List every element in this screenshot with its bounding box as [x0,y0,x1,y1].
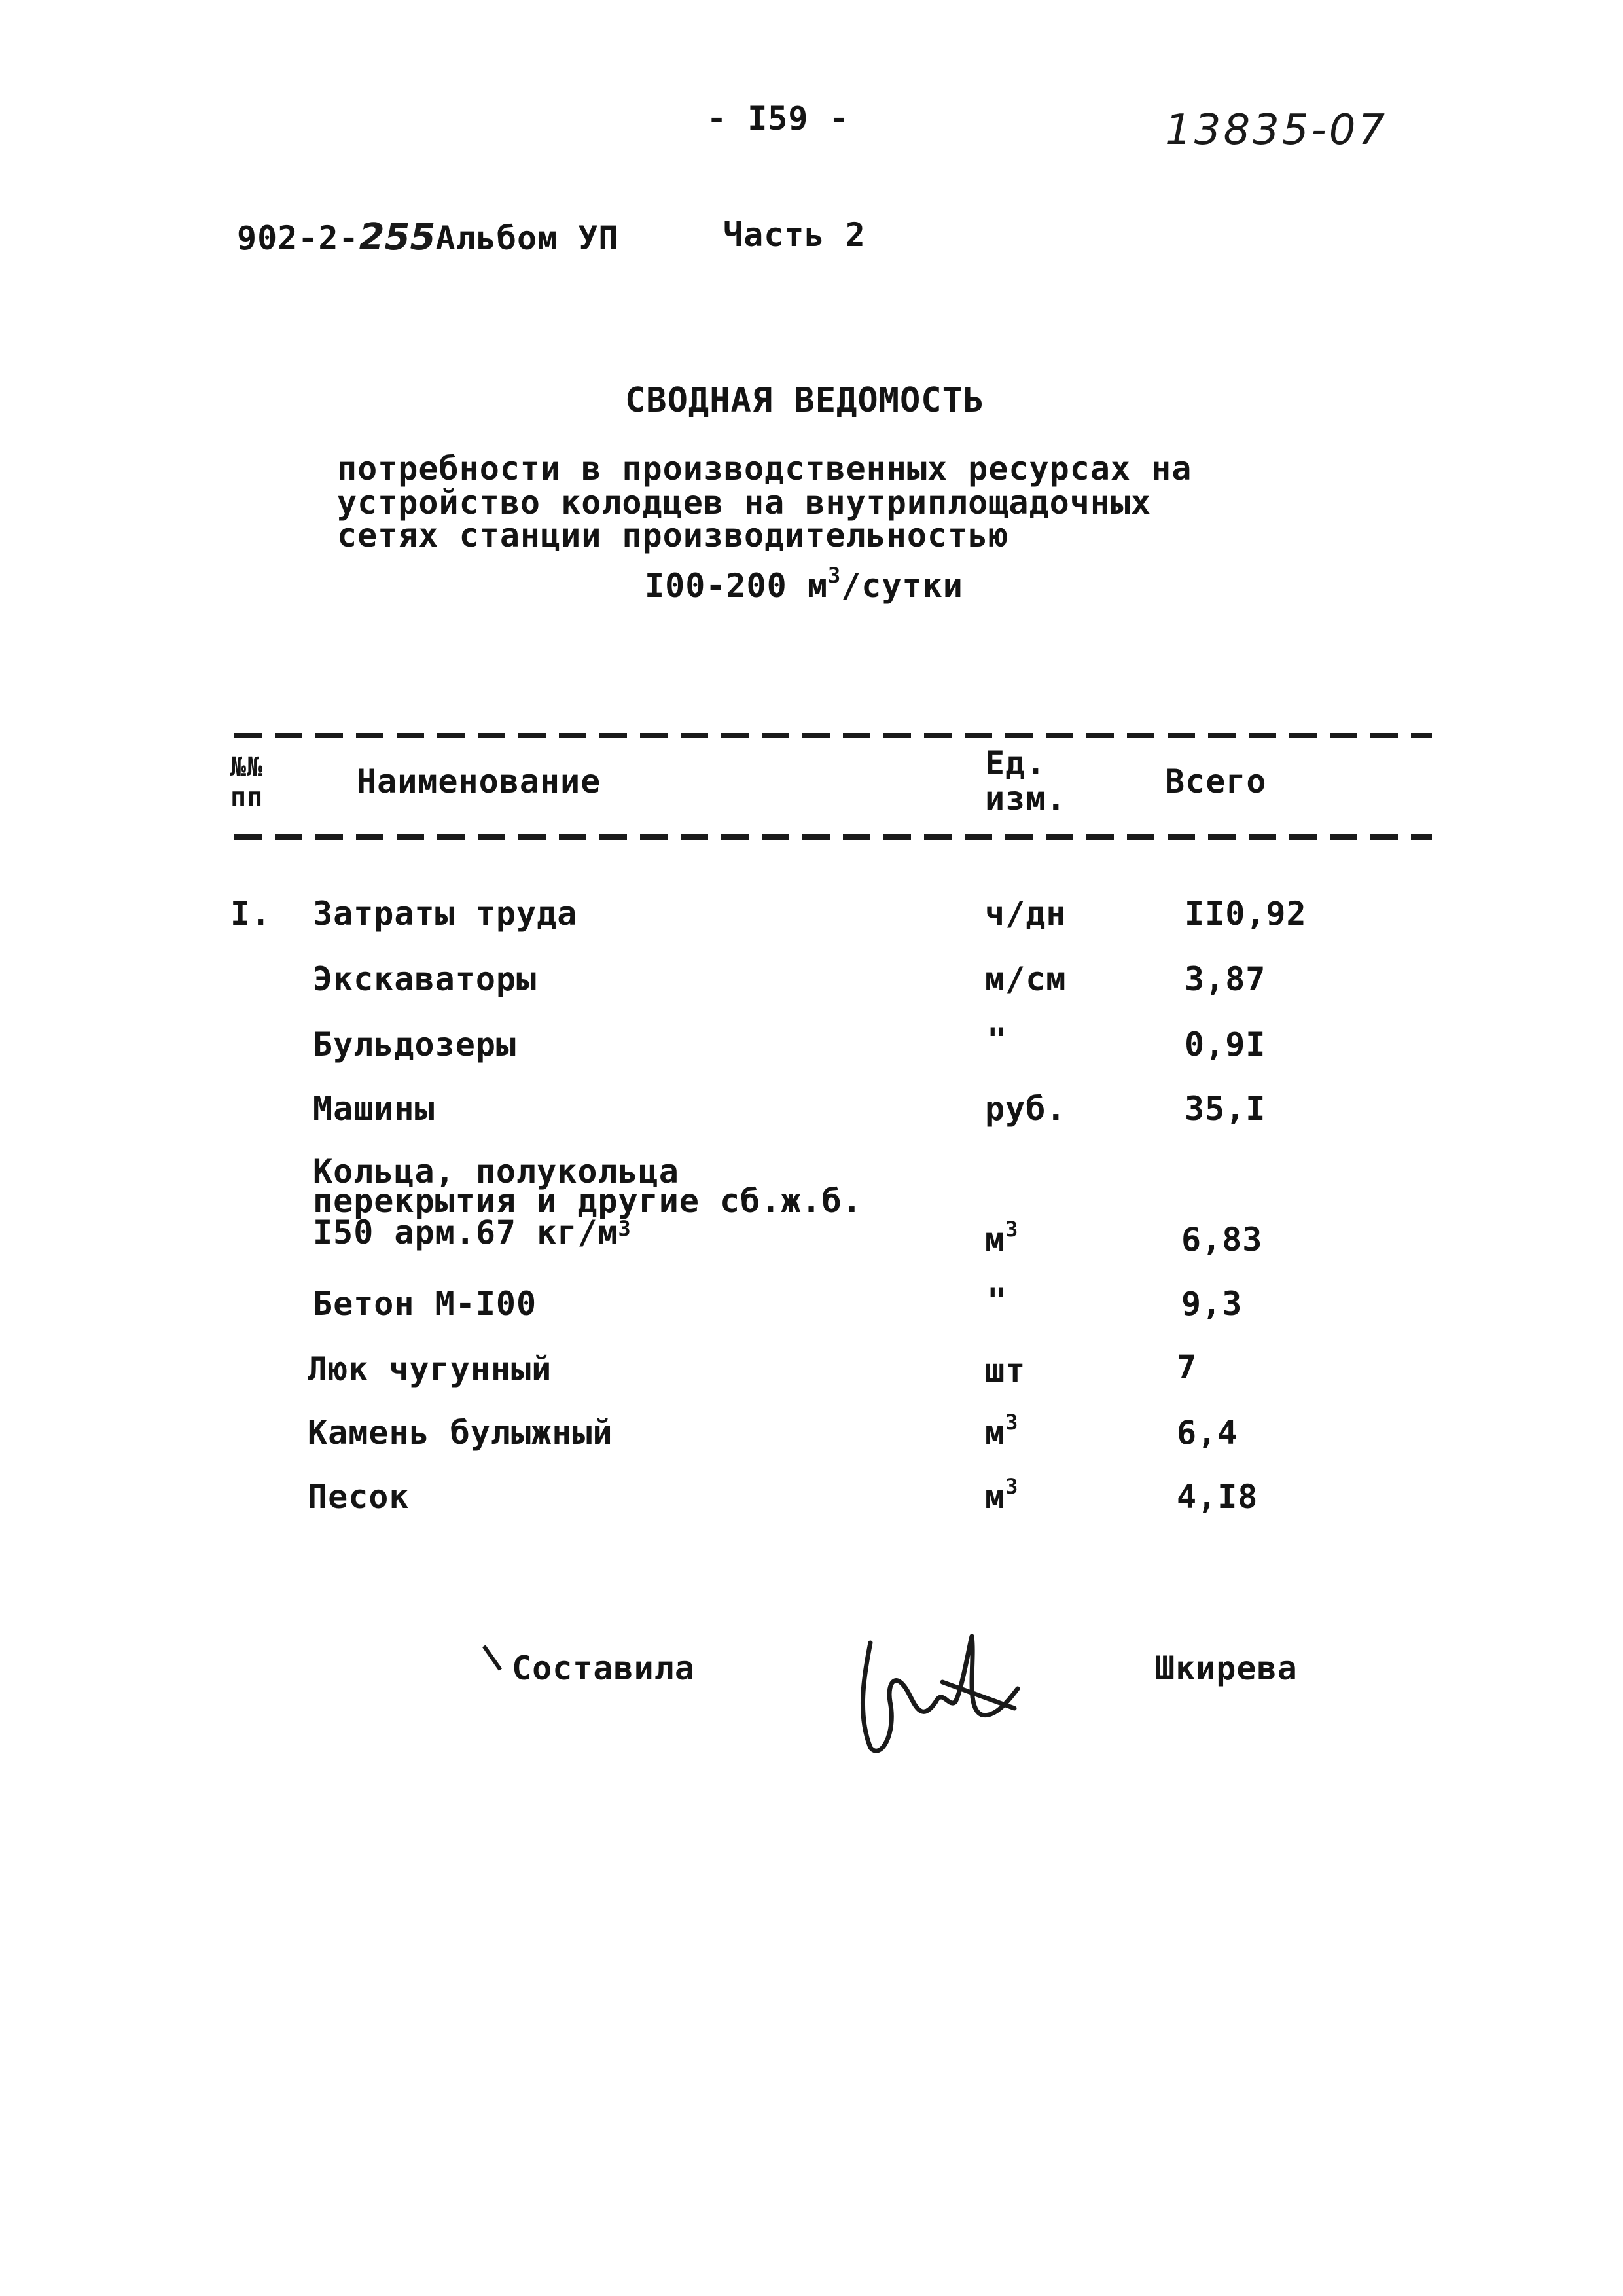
title-line-1: потребности в производственных ресурсах на [337,450,1192,488]
page-number: - I59 - [707,99,849,137]
unit-base: м [985,1414,1006,1452]
reinforcement-text: I50 арм.67 кг/м [313,1213,618,1251]
signature-icon [844,1623,1027,1767]
part-label: Часть 2 [723,216,866,254]
header-name: Наименование [357,762,601,800]
header-number-top: №№ [230,752,264,782]
row-name: Машины [313,1090,435,1128]
row-unit: руб. [985,1090,1067,1128]
title-line-2: устройство колодцев на внутриплощадочных [337,484,1152,522]
unit-base: м [985,1221,1006,1259]
reinforcement-exponent: 3 [618,1216,632,1241]
row-total: 6,83 [1181,1221,1263,1259]
row-name: Экскаваторы [313,960,537,998]
row-total: 6,4 [1177,1414,1238,1452]
header-total: Всего [1165,762,1267,800]
row-name: Бульдозеры [313,1026,517,1064]
capacity-exponent: 3 [827,563,842,588]
unit-exponent: 3 [1005,1410,1019,1435]
row-unit [985,1474,1019,1516]
row-total: 3,87 [1185,960,1266,998]
document-title: СВОДНАЯ ВЕДОМОСТЬ [625,381,985,420]
row-total: II0,92 [1185,895,1307,933]
header-unit-bottom: изм. [985,780,1067,817]
row-total: 7 [1177,1348,1198,1386]
row-unit: шт [985,1352,1026,1390]
album-label: Альбом УП [435,219,619,257]
row-name-line-1: Кольца, полукольца [313,1153,679,1191]
unit-exponent: 3 [1005,1217,1019,1242]
capacity-unit: /сутки [841,567,963,605]
row-name-line-2: перекрытия и другие сб.ж.б. [313,1182,863,1220]
tick-mark [482,1645,502,1670]
row-name: Камень булыжный [308,1414,613,1452]
row-unit: " [987,1282,1008,1319]
row-unit [985,1217,1019,1259]
row-unit: " [987,1021,1008,1059]
table-header-rule [234,834,1432,840]
row-total: 9,3 [1181,1285,1243,1323]
row-total: 35,I [1185,1090,1266,1128]
row-total: 4,I8 [1177,1478,1258,1516]
table-top-rule [234,733,1432,738]
series-number: 255 [359,216,436,259]
header-unit-top: Ед. [985,744,1046,782]
unit-exponent: 3 [1005,1474,1019,1499]
section-number: I. [230,895,272,933]
capacity-value: I00-200 м [645,567,828,605]
row-name: Бетон М-I00 [313,1285,537,1323]
series-prefix: 902-2- [237,219,359,257]
row-name: Затраты труда [313,895,578,933]
compiler-name: Шкирева [1155,1649,1298,1687]
header-number-bottom: пп [230,782,264,812]
row-unit [985,1410,1019,1452]
title-line-3: сетях станции производительностью [337,516,1009,554]
row-name-line-3 [313,1213,632,1251]
row-name: Песок [308,1478,410,1516]
row-unit: м/см [985,960,1067,998]
row-unit: ч/дн [985,895,1067,933]
row-name: Люк чугунный [308,1350,552,1388]
compiled-by-label: Составила [512,1649,695,1687]
row-total: 0,9I [1185,1026,1266,1064]
document-code: 13835-07 [1165,106,1388,154]
title-line-4 [645,563,963,605]
unit-base: м [985,1478,1006,1516]
series-label [237,216,618,259]
